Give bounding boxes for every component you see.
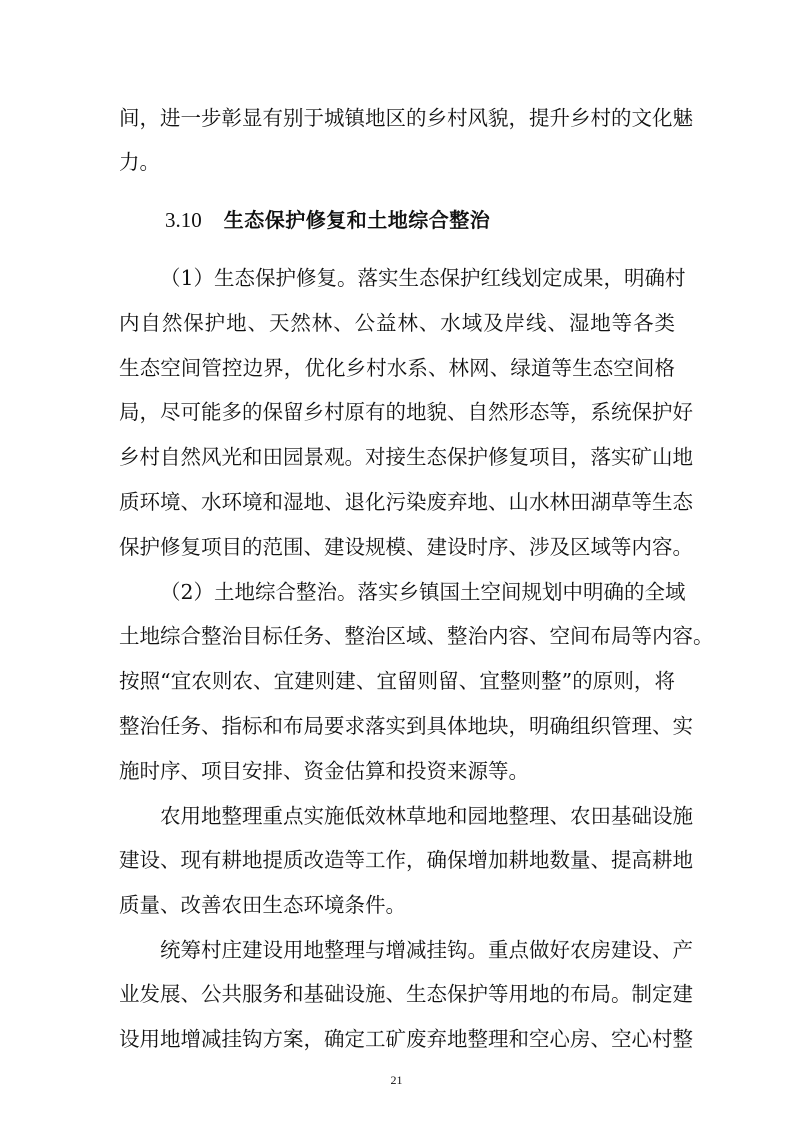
section-heading (165, 206, 490, 234)
text-line: （2）土地综合整治。落实乡镇国土空间规划中明确的全域 (160, 580, 686, 604)
text-line: 业发展、公共服务和基础设施、生态保护等用地的布局。制定建 (119, 982, 693, 1006)
section-number: 3.10 (165, 208, 202, 232)
text-line: 间，进一步彰显有别于城镇地区的乡村风貌，提升乡村的文化魅 (119, 106, 693, 130)
text-line: 质环境、水环境和湿地、退化污染废弃地、山水林田湖草等生态 (119, 490, 693, 514)
text-line: 农用地整理重点实施低效林草地和园地整理、农田基础设施 (160, 804, 693, 828)
text-line: 按照“宜农则农、宜建则建、宜留则留、宜整则整”的原则，将 (119, 669, 675, 693)
text-line: 生态空间管控边界，优化乡村水系、林网、绿道等生态空间格 (119, 356, 675, 380)
text-line: 保护修复项目的范围、建设规模、建设时序、涉及区域等内容。 (119, 535, 693, 559)
text-line: 建设、现有耕地提质改造等工作，确保增加耕地数量、提高耕地 (119, 848, 693, 872)
text-line: 施时序、项目安排、资金估算和投资来源等。 (119, 759, 529, 783)
text-line: 设用地增减挂钩方案，确定工矿废弃地整理和空心房、空心村整 (119, 1027, 693, 1051)
text-line: 局，尽可能多的保留乡村原有的地貌、自然形态等，系统保护好 (119, 400, 693, 424)
text-line: 内自然保护地、天然林、公益林、水域及岸线、湿地等各类 (119, 311, 675, 335)
text-line: 乡村自然风光和田园景观。对接生态保护修复项目，落实矿山地 (119, 445, 693, 469)
text-line: 力。 (119, 150, 160, 174)
section-title: 生态保护修复和土地综合整治 (223, 208, 491, 232)
text-line: 质量、改善农田生态环境条件。 (119, 893, 406, 917)
page-number: 21 (390, 1073, 403, 1087)
text-line: 整治任务、指标和布局要求落实到具体地块，明确组织管理、实 (119, 714, 693, 738)
text-line: 土地综合整治目标任务、整治区域、整治内容、空间布局等内容。 (119, 624, 714, 648)
text-line: （1）生态保护修复。落实生态保护红线划定成果，明确村 (160, 266, 686, 290)
text-line: 统筹村庄建设用地整理与增减挂钩。重点做好农房建设、产 (160, 938, 693, 962)
